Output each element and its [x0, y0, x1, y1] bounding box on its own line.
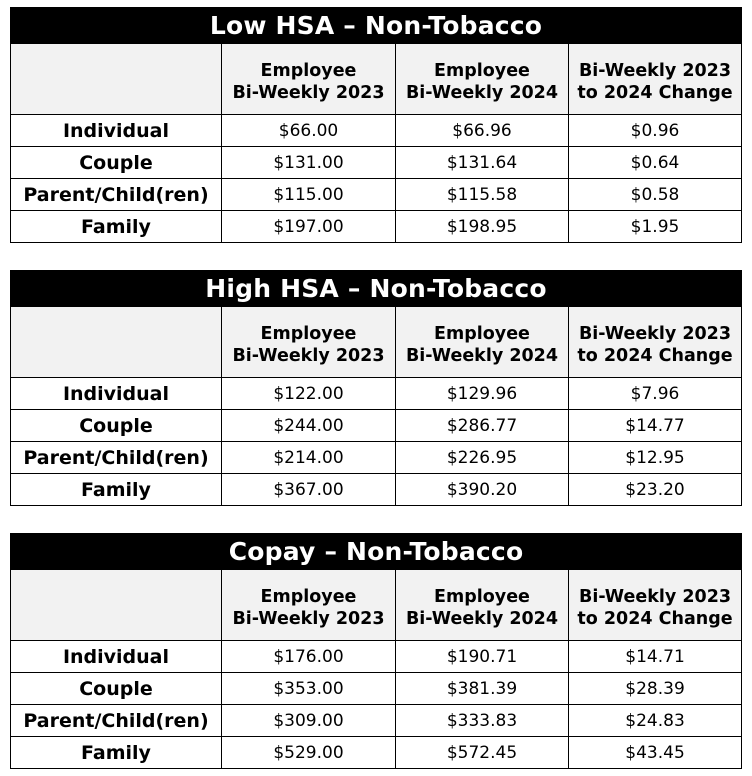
- value-change: $0.96: [569, 115, 742, 147]
- value-change: $7.96: [569, 378, 742, 410]
- header-employee-2023: [222, 44, 396, 115]
- table-row: [11, 179, 742, 211]
- table-row: [11, 115, 742, 147]
- header-line: Employee: [260, 61, 357, 81]
- header-line: Bi-Weekly 2023: [578, 61, 732, 81]
- row-label: Couple: [11, 147, 222, 179]
- header-row: [11, 570, 742, 641]
- value-change: $1.95: [569, 211, 742, 243]
- value-2024: $129.96: [396, 378, 569, 410]
- header-row: [11, 44, 742, 115]
- value-2023: $197.00: [222, 211, 396, 243]
- header-empty-cell: [11, 307, 222, 378]
- header-line: Bi-Weekly 2023: [578, 324, 732, 344]
- value-2023: $131.00: [222, 147, 396, 179]
- header-line: to 2024 Change: [577, 346, 733, 366]
- value-change: $12.95: [569, 442, 742, 474]
- value-2024: $190.71: [396, 641, 569, 673]
- header-line: to 2024 Change: [577, 83, 733, 103]
- value-change: $24.83: [569, 705, 742, 737]
- value-2024: $226.95: [396, 442, 569, 474]
- value-2024: $198.95: [396, 211, 569, 243]
- header-change: [569, 44, 742, 115]
- row-label: Family: [11, 474, 222, 506]
- table-title: High HSA – Non-Tobacco: [11, 271, 742, 307]
- value-2024: $115.58: [396, 179, 569, 211]
- header-line: Bi-Weekly 2023: [232, 83, 385, 103]
- value-change: $14.71: [569, 641, 742, 673]
- value-change: $14.77: [569, 410, 742, 442]
- header-empty-cell: [11, 570, 222, 641]
- table-row: [11, 378, 742, 410]
- header-employee-2024: [396, 307, 569, 378]
- value-change: $23.20: [569, 474, 742, 506]
- row-label: Family: [11, 737, 222, 769]
- header-line: Bi-Weekly 2023: [232, 346, 385, 366]
- value-2024: $390.20: [396, 474, 569, 506]
- header-employee-2024: [396, 570, 569, 641]
- row-label: Family: [11, 211, 222, 243]
- value-change: $28.39: [569, 673, 742, 705]
- header-line: Bi-Weekly 2023: [578, 587, 732, 607]
- value-2023: $214.00: [222, 442, 396, 474]
- table-row: [11, 737, 742, 769]
- value-2023: $367.00: [222, 474, 396, 506]
- rate-table-low-hsa: [10, 7, 742, 243]
- table-row: [11, 211, 742, 243]
- header-line: to 2024 Change: [577, 609, 733, 629]
- header-line: Employee: [434, 324, 530, 344]
- header-employee-2023: [222, 570, 396, 641]
- header-line: Employee: [260, 324, 357, 344]
- value-2023: $66.00: [222, 115, 396, 147]
- value-2024: $381.39: [396, 673, 569, 705]
- header-change: [569, 307, 742, 378]
- table-row: [11, 641, 742, 673]
- header-line: Bi-Weekly 2024: [405, 83, 559, 103]
- row-label: Parent/Child(ren): [11, 442, 222, 474]
- header-line: Bi-Weekly 2023: [232, 609, 385, 629]
- value-change: $0.58: [569, 179, 742, 211]
- row-label: Individual: [11, 378, 222, 410]
- rate-table-high-hsa: [10, 270, 742, 506]
- row-label: Couple: [11, 410, 222, 442]
- header-line: Employee: [434, 587, 530, 607]
- value-2024: $572.45: [396, 737, 569, 769]
- table-title: Low HSA – Non-Tobacco: [11, 8, 742, 44]
- value-2023: $529.00: [222, 737, 396, 769]
- header-empty-cell: [11, 44, 222, 115]
- value-2023: $115.00: [222, 179, 396, 211]
- header-employee-2024: [396, 44, 569, 115]
- table-title: Copay – Non-Tobacco: [11, 534, 742, 570]
- value-2023: $353.00: [222, 673, 396, 705]
- header-row: [11, 307, 742, 378]
- value-2023: $309.00: [222, 705, 396, 737]
- row-label: Parent/Child(ren): [11, 179, 222, 211]
- table-row: [11, 442, 742, 474]
- value-2024: $286.77: [396, 410, 569, 442]
- table-row: [11, 147, 742, 179]
- value-2023: $122.00: [222, 378, 396, 410]
- rate-table-copay: [10, 533, 742, 769]
- header-employee-2023: [222, 307, 396, 378]
- row-label: Individual: [11, 115, 222, 147]
- header-line: Employee: [434, 61, 530, 81]
- value-2023: $176.00: [222, 641, 396, 673]
- row-label: Individual: [11, 641, 222, 673]
- value-2024: $131.64: [396, 147, 569, 179]
- header-line: Bi-Weekly 2024: [405, 609, 559, 629]
- table-row: [11, 673, 742, 705]
- value-change: $43.45: [569, 737, 742, 769]
- header-line: Bi-Weekly 2024: [405, 346, 559, 366]
- row-label: Couple: [11, 673, 222, 705]
- header-line: Employee: [260, 587, 357, 607]
- table-row: [11, 410, 742, 442]
- value-change: $0.64: [569, 147, 742, 179]
- table-row: [11, 705, 742, 737]
- table-row: [11, 474, 742, 506]
- row-label: Parent/Child(ren): [11, 705, 222, 737]
- value-2024: $66.96: [396, 115, 569, 147]
- value-2024: $333.83: [396, 705, 569, 737]
- value-2023: $244.00: [222, 410, 396, 442]
- header-change: [569, 570, 742, 641]
